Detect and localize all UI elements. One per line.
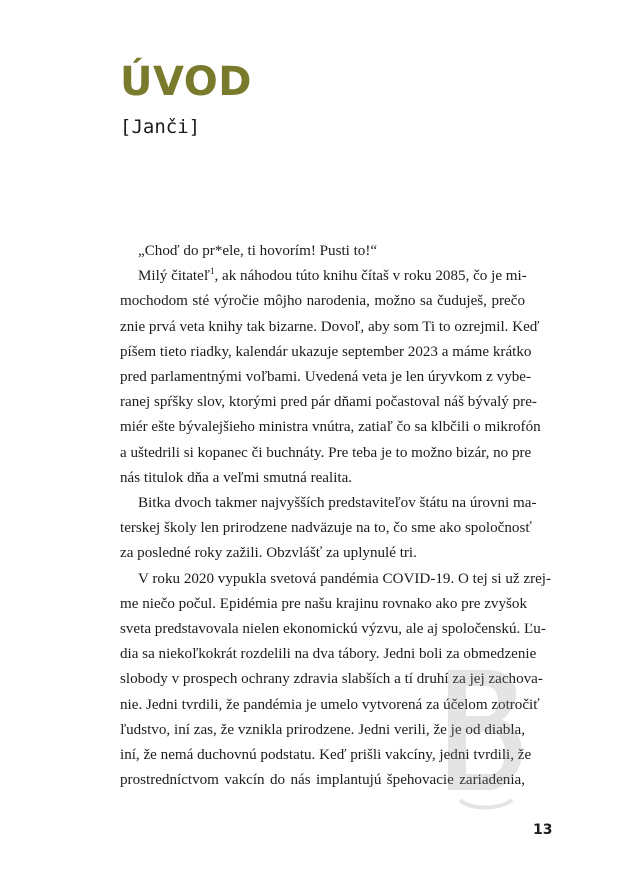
text-line — [120, 516, 532, 541]
text-line-content: píšem tieto riadky, kalendár ukazuje september 2023 a máme krátko — [120, 343, 532, 360]
text-line-content: iní, že nemá duchovnú podstatu. Keď prišli vakcíny, jedni tvrdili, že — [120, 747, 532, 764]
text-line-content: dia sa niekoľkokrát rozdelili na dva tábory. Jedni boli za obmedzenie — [120, 646, 537, 663]
text-line-content: slobody v prospech ochrany zdravia slabších a tí druhí za jej zachova- — [120, 671, 543, 688]
text-line — [120, 491, 537, 516]
text-line-content: mochodom sté výročie môjho narodenia, možno sa čuduješ, prečo — [120, 293, 525, 310]
text-line — [120, 617, 546, 642]
chapter-title: ÚVOD — [120, 59, 252, 105]
text-line — [120, 365, 532, 390]
text-line-content: znie prvá veta knihy tak bizarne. Dovoľ, aby som Ti to ozrejmil. Keď — [120, 318, 540, 335]
text-line-content: pred parlamentnými voľbami. Uvedená veta je len úryvkom z vybe- — [120, 369, 532, 386]
footnote-marker: 1 — [209, 266, 215, 277]
text-line-content: , ak náhodou túto knihu čítaš v roku 2085, čo je mi- — [214, 268, 527, 285]
text-line-content: prostredníctvom vakcín do nás implantujú špehovacie zariadenia, — [120, 772, 525, 789]
text-line-content: sveta predstavovala nielen ekonomickú výzvu, ale aj spoločenskú. Ľu- — [120, 621, 546, 638]
text-line-content: ľudstvo, iní zas, že vznikla prirodzene. Jedni verili, že je od diabla, — [120, 721, 525, 738]
text-line — [120, 441, 532, 466]
text-line — [120, 239, 525, 264]
text-line-content: nás titulok dňa a veľmi smutná realita. — [120, 469, 353, 486]
chapter-author: [Janči] — [120, 116, 201, 138]
text-line — [120, 541, 525, 566]
text-line — [120, 340, 532, 365]
text-line-content: „Choď do pr*ele, ti hovorím! Pusti to!“ — [138, 243, 378, 259]
text-line-content: a uštedrili si kopanec či buchnáty. Pre teba je to možno bizár, no pre — [120, 444, 532, 461]
text-line — [120, 289, 525, 314]
text-line — [120, 567, 552, 592]
text-line — [120, 390, 537, 415]
text-line-content: V roku 2020 vypukla svetová pandémia COVID-19. O tej si už zrej- — [138, 570, 552, 587]
text-line-content: terskej školy len prirodzene nadväzuje na to, čo sme ako spoločnosť — [120, 520, 532, 537]
text-line — [120, 466, 525, 491]
text-line — [120, 592, 525, 617]
text-line-content: me niečo počul. Epidémia pre našu krajinu rovnako ako pre zvyšok — [120, 595, 527, 612]
page-number: 13 — [533, 822, 553, 838]
text-line-content: nie. Jedni tvrdili, že pandémia je umelo vytvorená za účelom zotročiť — [120, 696, 540, 713]
text-line-content: za posledné roky zažili. Obzvlášť za uplynulé tri. — [120, 545, 417, 562]
text-line-content: ranej spŕšky slov, ktorými pred pár dňami počastoval náš bývalý pre- — [120, 394, 537, 411]
text-line — [120, 415, 541, 440]
text-line-content: Milý čitateľ — [138, 268, 210, 285]
publisher-b-logo-icon — [430, 660, 540, 820]
text-line — [120, 264, 525, 289]
text-line-content: Bitka dvoch takmer najvyšších predstaviteľov štátu na úrovni ma- — [138, 495, 537, 512]
text-line — [120, 315, 540, 340]
text-line-content: miér ešte bývalejšieho ministra vnútra, zatiaľ čo sa klbčili o mikrofón — [120, 419, 541, 436]
